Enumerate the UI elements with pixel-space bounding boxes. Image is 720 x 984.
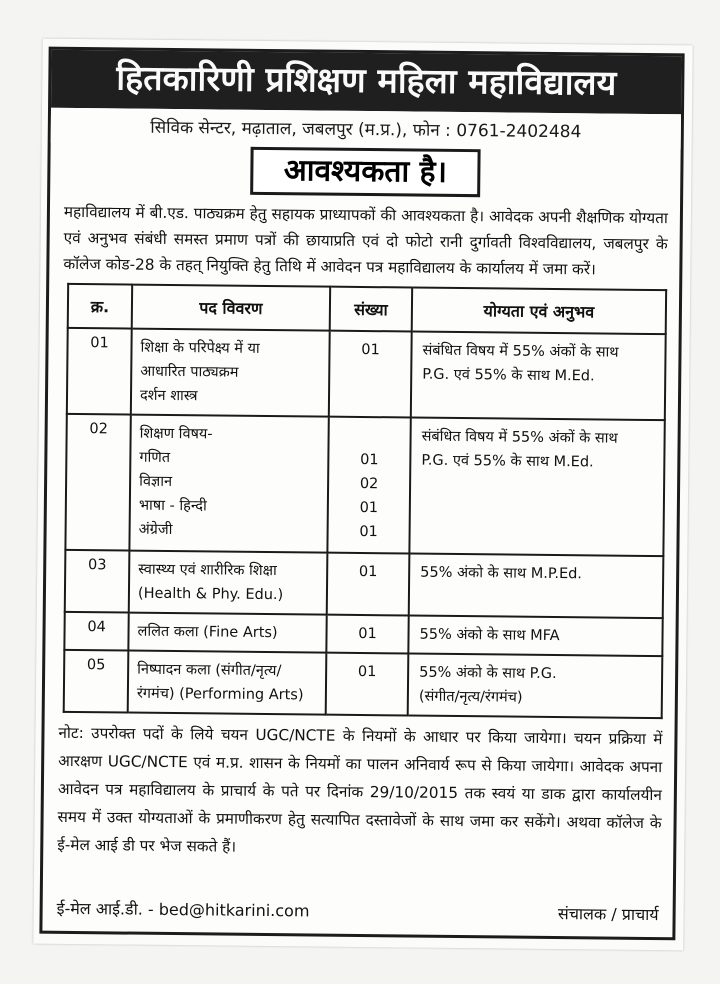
row-qualification [408, 653, 663, 718]
table-row [64, 650, 663, 718]
table-row [65, 550, 664, 618]
row-count [326, 653, 409, 716]
row-post [131, 329, 330, 417]
post-line: निष्पादन कला (संगीत/नृत्य/ [137, 661, 282, 680]
post-line: स्वास्थ्य एवं शारीरिक शिक्षा [138, 561, 277, 580]
qual-line: संबंधित विषय में 55% अंकों के साथ [421, 428, 618, 447]
qual-line: संबंधित विषय में 55% अंकों के साथ [422, 342, 619, 361]
banner-wrap [50, 143, 681, 206]
table-header-row [68, 284, 666, 334]
header-post: पद विवरण [132, 285, 330, 331]
table-row [64, 612, 662, 656]
qual-line: P.G. एवं 55% के साथ M.Ed. [421, 452, 594, 471]
post-line: रंगमंच) (Performing Arts) [136, 685, 304, 704]
row-count [327, 417, 410, 554]
table-row [65, 414, 664, 556]
count-line: 01 [361, 341, 380, 359]
count-line: 01 [358, 563, 378, 581]
count-line: 01 [357, 663, 377, 681]
qual-line: (संगीत/नृत्य/रंगमंच) [418, 688, 523, 706]
post-line: शिक्षा के परिपेक्ष्य में या [140, 339, 260, 357]
post-line: गणित [139, 449, 171, 466]
qual-line: 55% अंको के साथ P.G. [419, 664, 557, 683]
count-line: 01 [359, 499, 379, 517]
advertisement-frame [39, 47, 684, 941]
row-qualification [409, 417, 664, 556]
count-line: 02 [359, 475, 379, 493]
post-line: (Health & Phy. Edu.) [137, 585, 284, 604]
row-serial: 03 [65, 550, 130, 613]
college-header [51, 50, 682, 115]
college-address: सिविक सेन्टर, मढ़ाताल, जबलपुर (म.प्र.), फोन : 0761-2402484 [51, 108, 681, 150]
footer [57, 897, 659, 925]
post-line: भाषा - हिन्दी [138, 497, 207, 515]
post-line: विज्ञान [139, 473, 173, 490]
college-title: हितकारिणी प्रशिक्षण महिला महाविद्यालय [116, 58, 617, 104]
post-line: शिक्षण विषय- [139, 425, 213, 443]
count-line: 01 [358, 625, 377, 643]
qual-line: 55% अंको के साथ MFA [419, 626, 560, 645]
qual-line: P.G. एवं 55% के साथ M.Ed. [422, 366, 595, 385]
newspaper-clipping [33, 39, 692, 951]
row-post [129, 415, 328, 553]
header-count: संख्या [330, 287, 412, 332]
header-serial: क्र. [68, 284, 132, 329]
requirement-banner: आवश्यकता है। [251, 147, 481, 197]
row-serial: 04 [64, 612, 128, 651]
row-qualification [408, 615, 662, 656]
table-row [67, 328, 666, 420]
qual-line: 55% अंको के साथ M.P.Ed. [420, 564, 583, 583]
post-line: दर्शन शास्त्र [139, 387, 198, 405]
row-post [128, 613, 326, 653]
count-line: 01 [359, 523, 378, 541]
signatory: संचालक / प्राचार्य [557, 904, 659, 925]
row-count [329, 331, 412, 418]
post-line: अंग्रेजी [138, 521, 173, 539]
row-serial: 05 [64, 650, 129, 713]
row-qualification [409, 553, 664, 618]
intro-paragraph: महाविद्यालय में बी.एड. पाठ्यक्रम हेतु सहायक प्राध्यापकों की आवश्यकता है। आवेदक अपनी शैक्षणिक योग्यता एवं अनुभव संबंधी समस्त प्रमाण पत्रों की छायाप्रति एवं दो फोटो रानी दुर्गावती विश्वविद्यालय, जबलपुर के कॉलेज कोड-28 के तहत् नियुक्ति हेतु तिथि में आवेदन पत्र महाविद्यालय के कार्यालय में जमा करें। [63, 202, 669, 279]
row-count [326, 615, 408, 654]
count-line: 01 [360, 451, 379, 469]
row-serial: 02 [65, 414, 130, 551]
note-paragraph: नोट: उपरोक्त पदों के लिये चयन UGC/NCTE के नियमों के आधार पर किया जायेगा। चयन प्रक्रिया में आरक्षण UGC/NCTE एवं म.प्र. शासन के नियमों का पालन अनिवार्य रूप से किया जायेगा। आवेदक अपना आवेदन पत्र महाविद्यालय के प्राचार्य के पते पर दिनांक 29/10/2015 तक स्वयं या डाक द्वारा कार्यालयीन समय में उक्त योग्यताओं के प्रमाणीकरण हेतु सत्यापित दस्तावेजों के साथ जमा कर सकेंगे। अथवा कॉलेज के ई-मेल आई डी पर भेज सकते हैं। [57, 723, 663, 856]
header-qualification: योग्यता एवं अनुभव [412, 288, 666, 335]
email-id: ई-मेल आई.डी. - bed@hitkarini.com [56, 898, 310, 921]
post-line: ललित कला (Fine Arts) [137, 623, 278, 642]
vacancy-table [63, 283, 667, 719]
row-post [129, 551, 328, 615]
row-qualification [411, 332, 666, 421]
row-count [327, 553, 410, 616]
row-post [128, 651, 327, 715]
count-line [330, 424, 408, 449]
post-line: आधारित पाठ्यक्रम [140, 363, 239, 381]
row-serial: 01 [67, 328, 132, 415]
